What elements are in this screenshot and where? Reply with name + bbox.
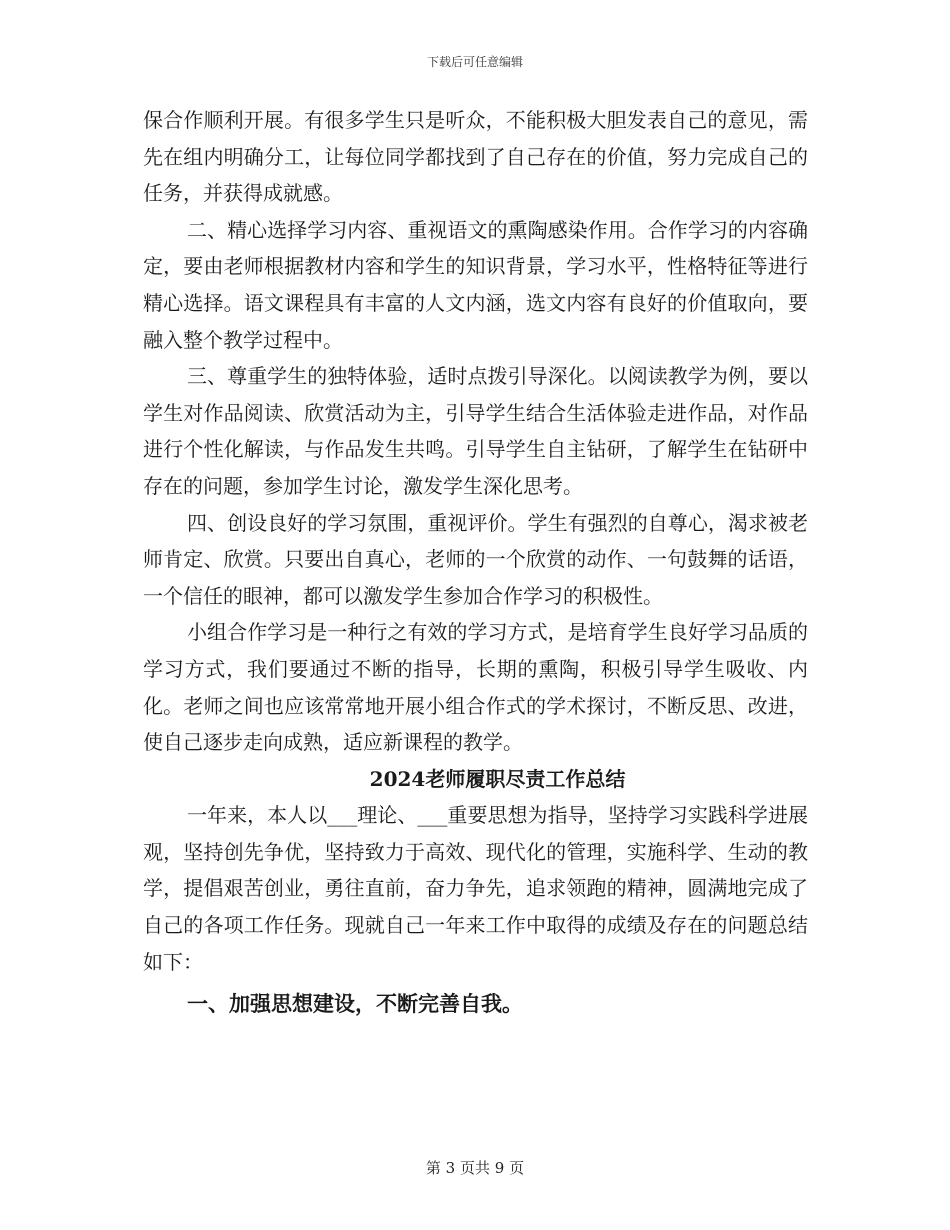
paragraph-intro: 一年来，本人以___理论、___重要思想为指导，坚持学习实践科学进展观，坚持创先争优，坚持致力于高效、现代化的管理，实施科学、生动的教学，提倡艰苦创业，勇往直前，奋力争先，追求领跑的精神，圆满地完成了自己的各项工作任务。现就自己一年来工作中取得的成绩及存在的问题总结如下： — [143, 803, 808, 974]
subheading-one: 一、加强思想建设，不断完善自我。 — [187, 991, 523, 1017]
page-footer: 第 3 页共 9 页 — [425, 1159, 525, 1177]
paragraph-point-two: 二、精心选择学习内容、重视语文的熏陶感染作用。合作学习的内容确定，要由老师根据教材内容和学生的知识背景，学习水平，性格特征等进行精心选择。语文课程具有丰富的人文内涵，选文内容有良好的价值取向，要融入整个教学过程中。 — [143, 217, 808, 352]
section-title: 2024老师履职尽责工作总结 — [369, 766, 626, 791]
page-header: 下载后可任意编辑 — [426, 55, 523, 69]
document-body — [143, 102, 808, 1024]
paragraph-point-three: 三、尊重学生的独特体验，适时点拨引导深化。以阅读教学为例，要以学生对作品阅读、欣赏活动为主，引导学生结合生活体验走进作品，对作品进行个性化解读，与作品发生共鸣。引导学生自主钻研，了解学生在钻研中存在的问题，参加学生讨论，激发学生深化思考。 — [143, 364, 808, 498]
paragraph-point-four: 四、创设良好的学习氛围，重视评价。学生有强烈的自尊心，渴求被老师肯定、欣赏。只要出自真心，老师的一个欣赏的动作、一句鼓舞的话语，一个信任的眼神，都可以激发学生参加合作学习的积极性。 — [143, 510, 808, 608]
paragraph-continuation: 保合作顺利开展。有很多学生只是听众，不能积极大胆发表自己的意见，需先在组内明确分工，让每位同学都找到了自己存在的价值，努力完成自己的任务，并获得成就感。 — [143, 108, 808, 206]
paragraph-conclusion: 小组合作学习是一种行之有效的学习方式，是培育学生良好学习品质的学习方式，我们要通过不断的指导，长期的熏陶，积极引导学生吸收、内化。老师之间也应该常常地开展小组合作式的学术探讨，不断反思、改进，使自己逐步走向成熟，适应新课程的教学。 — [143, 620, 808, 755]
